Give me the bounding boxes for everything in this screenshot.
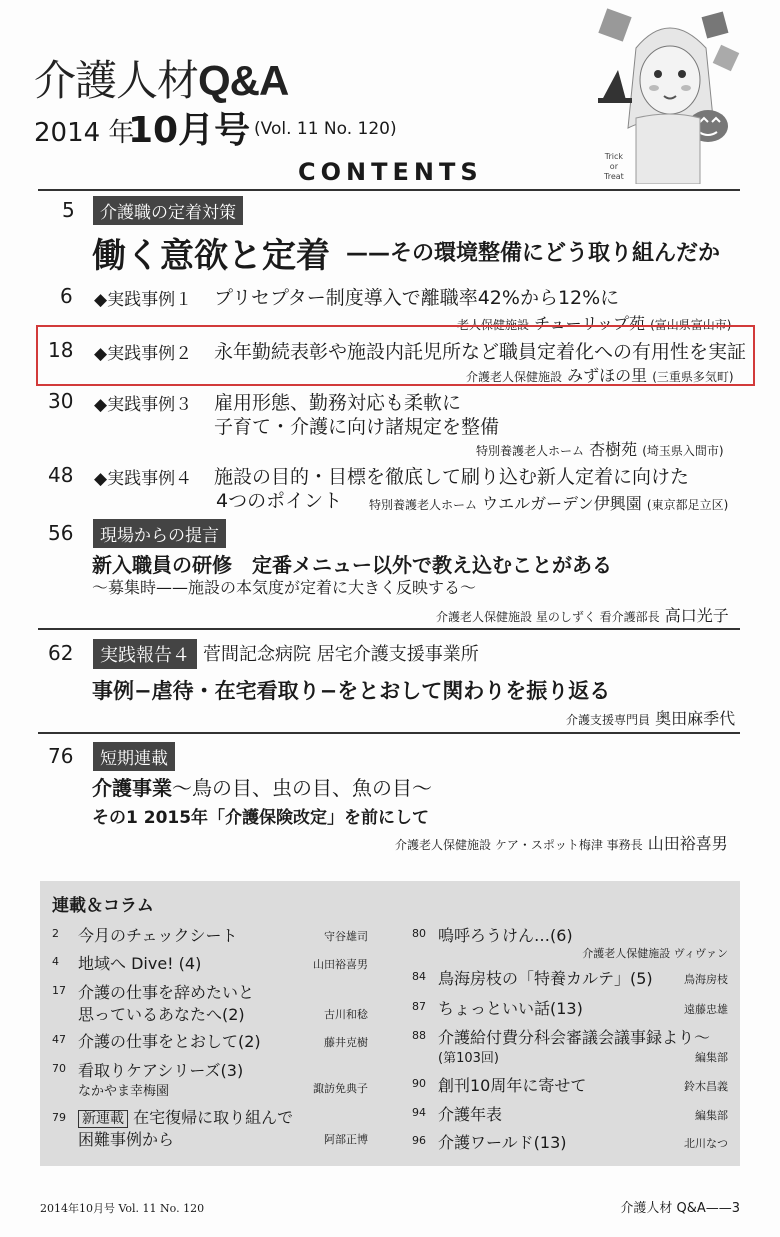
column-title: 看取りケアシリーズ(3) — [78, 1061, 244, 1080]
column-page: 79 — [52, 1111, 66, 1124]
column-title-line2: 思っているあなたへ(2) — [78, 1005, 245, 1024]
column-title — [78, 1105, 293, 1128]
magazine-title — [34, 48, 288, 108]
caption-line: Treat — [604, 172, 624, 181]
columns-heading: 連載＆コラム — [52, 896, 154, 916]
column-page: 87 — [412, 1000, 426, 1013]
column-title-line2: (第103回) — [438, 1051, 499, 1066]
column-page: 2 — [52, 927, 59, 940]
column-author: 阿部正博 — [324, 1133, 368, 1146]
column-page: 94 — [412, 1106, 426, 1119]
column-author: 諏訪免典子 — [313, 1082, 368, 1095]
column-author: 鈴木昌義 — [684, 1080, 728, 1093]
feature-headline: 働く意欲と定着 — [92, 236, 330, 276]
section-rule — [38, 628, 740, 630]
page-number: 5 — [62, 198, 75, 222]
author-name: 山田裕喜男 — [647, 834, 728, 853]
feature-subtitle: ——その環境整備にどう取り組んだか — [346, 241, 721, 266]
case-label: ◆実践事例１ — [94, 290, 193, 310]
column-page: 70 — [52, 1062, 66, 1075]
section-rule — [38, 732, 740, 734]
new-serial-tag: 新連載 — [78, 1110, 128, 1128]
contents-label: CONTENTS — [298, 158, 483, 186]
column-author: 山田裕喜男 — [313, 958, 368, 971]
caption-line: or — [609, 162, 618, 171]
section-tag: 実践報告４ — [93, 639, 197, 669]
author-name: 奥田麻季代 — [655, 709, 736, 728]
column-title: 創刊10周年に寄せて — [438, 1076, 587, 1095]
illustration-caption — [604, 152, 624, 182]
page-number: 56 — [48, 521, 74, 545]
column-title: 今月のチェックシート — [78, 926, 238, 945]
org-name: ウエルガーデン伊興園 — [482, 494, 642, 513]
case-label: ◆実践事例３ — [94, 395, 193, 415]
section-rule — [38, 189, 740, 191]
magazine-title-latin: Q&A — [198, 57, 289, 104]
column-title: 介護ワールド(13) — [438, 1133, 567, 1152]
column-author: 守谷雄司 — [324, 930, 368, 943]
page-number: 18 — [48, 338, 74, 362]
page-number: 76 — [48, 744, 74, 768]
magazine-title-kanji: 介護人材 — [34, 56, 199, 105]
org-type: 特別養護老人ホーム — [369, 498, 478, 512]
page-number: 62 — [48, 641, 74, 665]
org-type: 特別養護老人ホーム — [476, 444, 585, 458]
case-title: 永年勤続表彰や施設内託児所など職員定着化への有用性を実証 — [214, 341, 747, 363]
column-page: 84 — [412, 970, 426, 983]
section-tag: 現場からの提言 — [93, 519, 226, 548]
author-name: 高口光子 — [664, 606, 729, 625]
org-place: (東京都足立区) — [646, 498, 729, 512]
column-title: ちょっといい話(13) — [438, 999, 583, 1018]
case-title-line2: 4つのポイント — [216, 490, 343, 512]
issue-month: 10月号 — [128, 110, 251, 151]
column-title: 鳥海房枝の「特養カルテ」(5) — [438, 969, 653, 988]
serial-title — [92, 772, 432, 801]
column-page: 88 — [412, 1029, 426, 1042]
issue-year: 2014 年 — [34, 118, 135, 148]
author-org: 介護老人保健施設 ケア・スポット梅津 事務長 — [395, 838, 643, 852]
org-name: みずほの里 — [567, 366, 648, 385]
column-author: 藤井克樹 — [324, 1036, 368, 1049]
column-page: 80 — [412, 927, 426, 940]
author-role: 介護支援専門員 — [566, 713, 651, 727]
case-organization — [476, 437, 724, 460]
column-author: 鳥海房枝 — [684, 973, 728, 986]
case-label: ◆実践事例２ — [94, 344, 193, 364]
page-number: 6 — [60, 284, 73, 308]
column-title: 介護の仕事を辞めたいと — [78, 983, 255, 1002]
serial-title-rest: ～鳥の目、虫の目、魚の目～ — [172, 776, 432, 800]
column-title: 地域へ Dive! (4) — [78, 954, 202, 973]
serial-author-line — [395, 831, 728, 854]
case-title: 施設の目的・目標を徹底して刷り込む新人定着に向けた — [214, 466, 690, 488]
column-title: 介護年表 — [438, 1105, 503, 1124]
proposal-title: 新入職員の研修 定番メニュー以外で教え込むことがある — [92, 553, 612, 577]
column-author: 遠藤忠雄 — [684, 1003, 728, 1016]
proposal-author-line — [436, 603, 729, 626]
column-title: 嗚呼ろうけん…(6) — [438, 926, 573, 945]
column-author: 介護老人保健施設 ヴィヴァン — [582, 947, 728, 960]
report-title: 事例−虐待・在宅看取り−をとおして関わりを振り返る — [92, 679, 611, 703]
report-organization: 菅間記念病院 居宅介護支援事業所 — [203, 644, 479, 665]
footer-issue: 2014年10月号 Vol. 11 No. 120 — [40, 1202, 205, 1215]
column-page: 90 — [412, 1077, 426, 1090]
case-organization — [369, 491, 728, 514]
halloween-illustration — [596, 8, 742, 184]
column-author: 編集部 — [695, 1051, 728, 1064]
column-page: 96 — [412, 1134, 426, 1147]
case-title: 雇用形態、勤務対応も柔軟に — [214, 392, 462, 414]
serial-subtitle: その1 2015年「介護保険改定」を前にして — [92, 808, 430, 828]
serial-title-main: 介護事業 — [92, 776, 172, 800]
org-type: 老人保健施設 — [457, 318, 530, 332]
column-title-text: 在宅復帰に取り組んで — [133, 1108, 294, 1127]
page-number: 30 — [48, 389, 74, 413]
org-type: 介護老人保健施設 — [466, 370, 563, 384]
org-place: (富山県富山市) — [650, 318, 732, 332]
section-tag: 短期連載 — [93, 742, 175, 771]
org-name: チューリップ苑 — [534, 314, 645, 333]
case-title: プリセプター制度導入で離職率42%から12%に — [214, 287, 620, 309]
section-tag: 介護職の定着対策 — [93, 196, 243, 225]
proposal-subtitle: ～募集時——施設の本気度が定着に大きく反映する～ — [92, 578, 477, 597]
issue-volume: (Vol. 11 No. 120) — [254, 119, 397, 139]
page-number: 48 — [48, 463, 74, 487]
org-name: 杏樹苑 — [589, 440, 638, 459]
footer-page: 介護人材 Q&A——3 — [620, 1201, 740, 1216]
column-author: 北川なつ — [684, 1137, 728, 1150]
column-page: 4 — [52, 955, 59, 968]
column-title: 介護給付費分科会審議会議事録より～ — [438, 1028, 711, 1047]
org-place: (埼玉県入間市) — [642, 444, 724, 458]
org-place: (三重県多気町) — [652, 370, 734, 384]
column-page: 17 — [52, 984, 66, 997]
column-title-line2: なかやま幸梅園 — [78, 1084, 170, 1099]
case-label: ◆実践事例４ — [94, 469, 193, 489]
case-title-line2: 子育て・介護に向け諸規定を整備 — [214, 416, 500, 438]
author-org: 介護老人保健施設 星のしずく 看介護部長 — [436, 610, 660, 624]
column-author: 編集部 — [695, 1109, 728, 1122]
column-author: 古川和稔 — [324, 1008, 368, 1021]
column-page: 47 — [52, 1033, 66, 1046]
caption-line: Trick — [604, 152, 624, 161]
report-author-line — [566, 706, 735, 729]
case-organization — [466, 363, 734, 386]
column-title-line2: 困難事例から — [78, 1130, 175, 1149]
column-title: 介護の仕事をとおして(2) — [78, 1032, 261, 1051]
